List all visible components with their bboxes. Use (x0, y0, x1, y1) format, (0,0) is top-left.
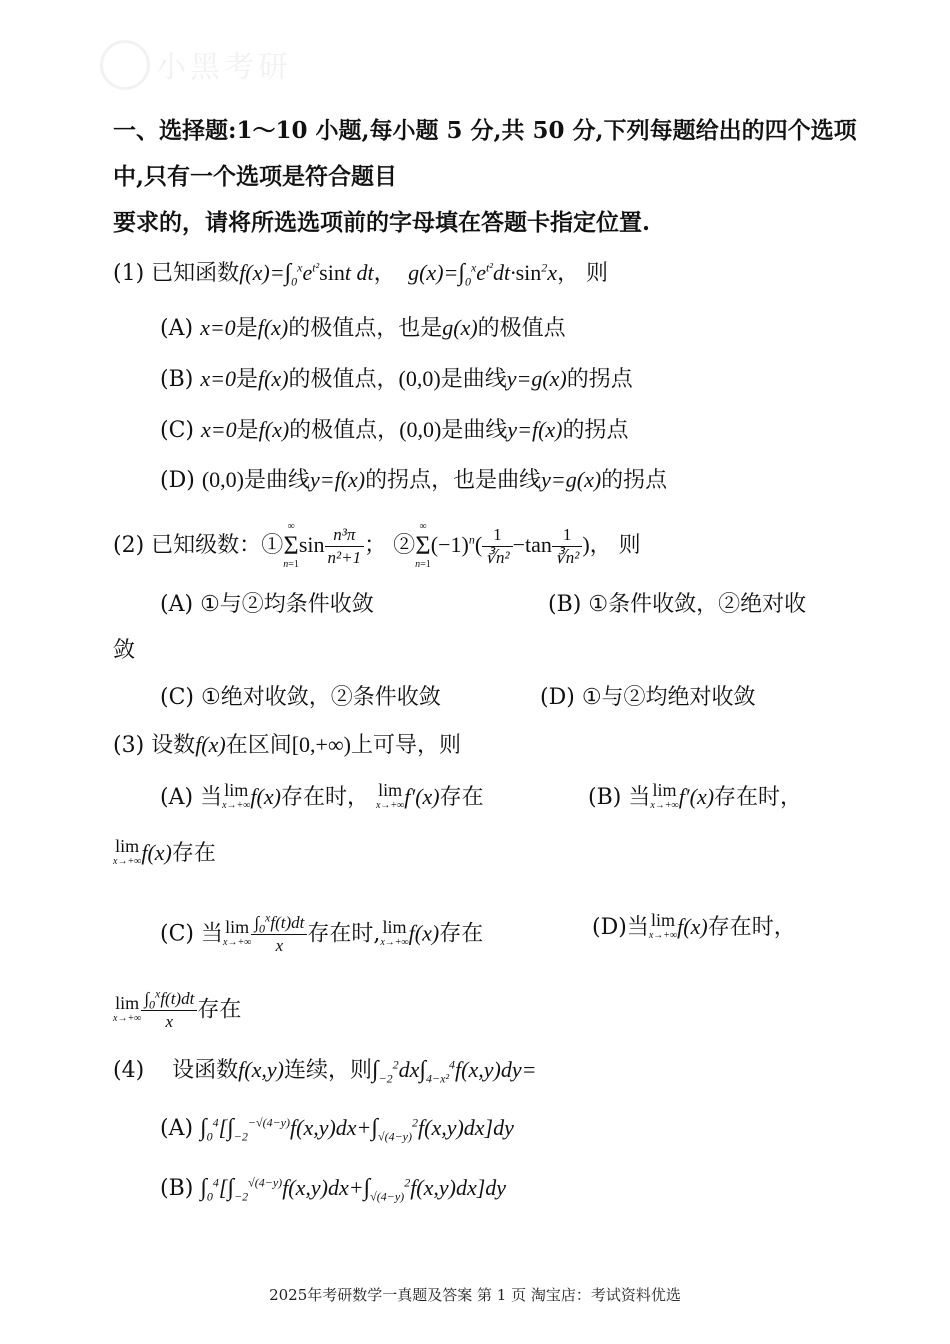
q1-a-t3: 的极值点 (477, 316, 566, 341)
q3-d-wrap: 存在 (197, 997, 242, 1023)
q1-c-t3: 是曲线 (441, 418, 508, 443)
q2-stem (113, 520, 641, 572)
q2-sum2-sign: $(-1)^n$( (430, 532, 483, 557)
q4-stem-mid: 连续，则 (283, 1058, 372, 1083)
q1-d-t3: 的拐点 (601, 468, 668, 493)
q3-d-t2: 存在时， (707, 915, 796, 940)
q2-option-b-wrap: 敛 (113, 638, 136, 663)
q3-b-t2: 存在时， (714, 785, 803, 810)
q3-option-c-label: (C) (160, 921, 194, 947)
q3-d-lim1: lim x→+∞ (648, 910, 678, 941)
q2-option-d (540, 683, 756, 713)
q1-option-c (160, 415, 629, 446)
q2-option-b (548, 590, 806, 620)
q3-option-b-wrap (113, 838, 216, 870)
q3-b-lim2: lim x→+∞ (113, 836, 142, 867)
q1-stem (113, 258, 608, 289)
q1-b-math1: x=0 (200, 366, 236, 391)
q2-sum2-fraction1: $\frac{1}{\text{∛n²}}$ (482, 524, 512, 569)
q2-option-a-label: (A) (160, 592, 194, 617)
q1-a-math2: f(x) (257, 315, 289, 340)
q2-option-c-label: (C) (160, 685, 194, 710)
q1-stem-pre: 已知函数 (151, 261, 240, 286)
q1-b-math4: y=g(x) (506, 366, 567, 391)
q1-c-t2: 的极值点， (289, 418, 400, 443)
q3-a-math1: f(x) (250, 784, 281, 809)
q3-a-lim1: lim x→+∞ (222, 780, 251, 811)
q1-c-math3: (0,0) (399, 417, 442, 442)
q2-option-c (160, 683, 441, 713)
q3-option-a-label: (A) (160, 785, 194, 810)
q1-a-math1: x=0 (200, 315, 236, 340)
q2-sum1-fraction: $\frac{\text{n³π}}{\text{n²+1}}$ (325, 524, 365, 569)
q1-b-math3: (0,0) (398, 366, 441, 391)
q3-option-d (592, 912, 796, 944)
q3-a-t2: 存在时， (280, 785, 369, 810)
q3-c-lim2: lim x→+∞ (380, 916, 409, 948)
q2-sum1-sigma: ∞ Σ n=1 (283, 521, 299, 570)
q1-g-definition: $g(x)=\int_0^xe^{t^2}dt\cdot\sin^2x$ (402, 260, 558, 289)
q3-stem-post: 上可导，则 (350, 733, 461, 758)
q1-a-t1: 是 (235, 316, 258, 341)
q1-option-a (160, 313, 566, 344)
q4-option-a-label: (A) (160, 1116, 194, 1141)
q3-option-b-label: (B) (588, 785, 622, 810)
q1-a-math3: g(x) (442, 315, 478, 340)
q4-math-integral: $\int_{-2}^2dx\int_{4-x^2}^4f(x,y)dy=$ (371, 1057, 537, 1086)
q2-option-b-label: (B) (548, 592, 582, 617)
q4-stem-pre: 设函数 (172, 1058, 239, 1083)
q1-option-c-label: (C) (160, 418, 194, 443)
q2-option-a-text: ①与②均条件收敛 (200, 592, 374, 617)
q1-option-d-label: (D) (160, 468, 195, 493)
q3-c-math2: f(x) (408, 920, 440, 946)
q2-option-c-text: ①绝对收敛，②条件收敛 (201, 685, 441, 710)
q3-a-math2: f′(x) (404, 784, 440, 809)
q1-d-math1: (0,0) (201, 467, 244, 492)
q1-b-t2: 的极值点， (288, 367, 399, 392)
q4-option-b-label: (B) (160, 1176, 194, 1201)
q3-a-t1: 当 (200, 785, 223, 810)
q1-number: (1) (113, 261, 145, 286)
q1-c-t1: 是 (236, 418, 259, 443)
q2-circle2: ② (393, 533, 416, 558)
q3-stem (113, 730, 461, 761)
watermark-circle-icon (100, 40, 150, 90)
q2-sum2-tan: −tan (512, 532, 552, 557)
q1-c-math1: x=0 (201, 417, 237, 442)
q4-option-a (160, 1113, 514, 1144)
q2-option-a (160, 590, 374, 620)
q1-option-a-label: (A) (160, 316, 194, 341)
q1-b-t3: 是曲线 (440, 367, 507, 392)
q3-c-lim1: lim x→+∞ (223, 916, 252, 948)
q1-f-definition: $f(x)=\int_0^xe^{t^2}\sin t$ dt (239, 260, 374, 289)
q3-d-t1: 当 (626, 915, 649, 940)
q1-b-t1: 是 (235, 367, 258, 392)
q1-c-math2: f(x) (258, 417, 290, 442)
q3-b-math2: f(x) (141, 840, 172, 865)
q1-option-d (160, 465, 667, 496)
q3-a-t3: 存在 (439, 785, 484, 810)
section-header-line2: 中,只有一个选项是符合题目 (113, 163, 398, 190)
section-header-line1: 一、选择题:1～10 小题,每小题 5 分,共 50 分,下列每题给出的四个选项 (113, 117, 857, 144)
q3-b-t1: 当 (628, 785, 651, 810)
q3-option-d-label: (D) (592, 915, 627, 940)
q4-a-math: $\int_0^4[\int_{-2}^{-√(4-y)}f(x,y)dx+\int_{√(4-y)}^2f(x,y)dx]dy$ (200, 1115, 514, 1144)
q4-stem (113, 1055, 536, 1086)
q3-number: (3) (113, 733, 145, 758)
q2-circle1: ① (261, 533, 284, 558)
q2-option-d-label: (D) (540, 685, 575, 710)
q3-d-math1: f(x) (677, 914, 708, 939)
q3-c-fraction: $\frac{\int_0^xf(t)dt}{x}$ (251, 912, 307, 957)
q2-stem-pre: 已知级数： (151, 533, 262, 558)
q4-number: (4) (113, 1058, 145, 1083)
q2-stem-post: ， 则 (589, 533, 641, 558)
q3-c-t3: 存在 (439, 921, 484, 947)
q1-d-math2: y=f(x) (309, 467, 366, 492)
q3-stem-pre: 设数 (151, 733, 196, 758)
watermark-text: 小黑考研 (156, 50, 292, 85)
q1-stem-mid: ， (373, 261, 396, 286)
q3-stem-mid: 在区间 (225, 733, 292, 758)
q2-sep: ； (364, 533, 387, 558)
q3-a-lim2: lim x→+∞ (375, 780, 405, 811)
q2-option-b-text: ①条件收敛，②绝对收 (588, 592, 807, 617)
q2-sum2-sigma: ∞ Σ n=1 (415, 521, 431, 570)
q3-option-d-wrap (113, 988, 241, 1033)
q4-option-b (160, 1173, 506, 1204)
q2-option-d-text: ①与②均绝对收敛 (581, 685, 756, 710)
q1-d-t1: 是曲线 (243, 468, 310, 493)
q3-math-f: f(x) (195, 732, 226, 757)
q3-c-t2: 存在时, (307, 921, 381, 947)
q3-b-lim1: lim x→+∞ (650, 780, 679, 811)
q1-a-t2: 的极值点，也是 (288, 316, 443, 341)
q1-option-b-label: (B) (160, 367, 194, 392)
q3-option-b (588, 782, 802, 814)
q1-c-math4: y=f(x) (507, 417, 563, 442)
q1-b-t4: 的拐点 (566, 367, 633, 392)
q2-sum2-close: ) (582, 532, 590, 557)
q1-option-b (160, 364, 633, 395)
q1-c-t4: 的拐点 (562, 418, 629, 443)
q2-number: (2) (113, 533, 145, 558)
q4-math-f: f(x,y) (238, 1057, 284, 1082)
q1-stem-post: ， 则 (557, 261, 609, 286)
q3-d-fraction: $\frac{\int_0^xf(t)dt}{x}$ (141, 988, 197, 1033)
q1-d-t2: 的拐点，也是曲线 (365, 468, 542, 493)
q2-sum2-fraction2: $\frac{1}{\text{∛n²}}$ (552, 524, 582, 569)
q3-b-math1: f′(x) (678, 784, 715, 809)
section-header-line3: 要求的，请将所选选项前的字母填在答题卡指定位置. (113, 209, 651, 236)
q3-option-a (160, 782, 484, 814)
q3-b-wrap: 存在 (171, 841, 216, 866)
q3-option-c (160, 912, 483, 957)
watermark-logo (100, 38, 320, 88)
q2-sum1-sin: sin (298, 532, 325, 557)
q3-d-lim2: lim x→+∞ (113, 992, 142, 1024)
q4-b-math: $\int_0^4[\int_{-2}^{√(4-y)}f(x,y)dx+\int_{√(4-y)}^2f(x,y)dx]dy$ (200, 1175, 507, 1204)
q3-c-t1: 当 (201, 921, 224, 947)
q3-math-interval: [0,+∞) (291, 732, 351, 757)
page-footer: 2025年考研数学一真题及答案 第 1 页 淘宝店：考试资料优选 (269, 1286, 681, 1304)
q1-d-math3: y=g(x) (541, 467, 602, 492)
q1-b-math2: f(x) (257, 366, 289, 391)
